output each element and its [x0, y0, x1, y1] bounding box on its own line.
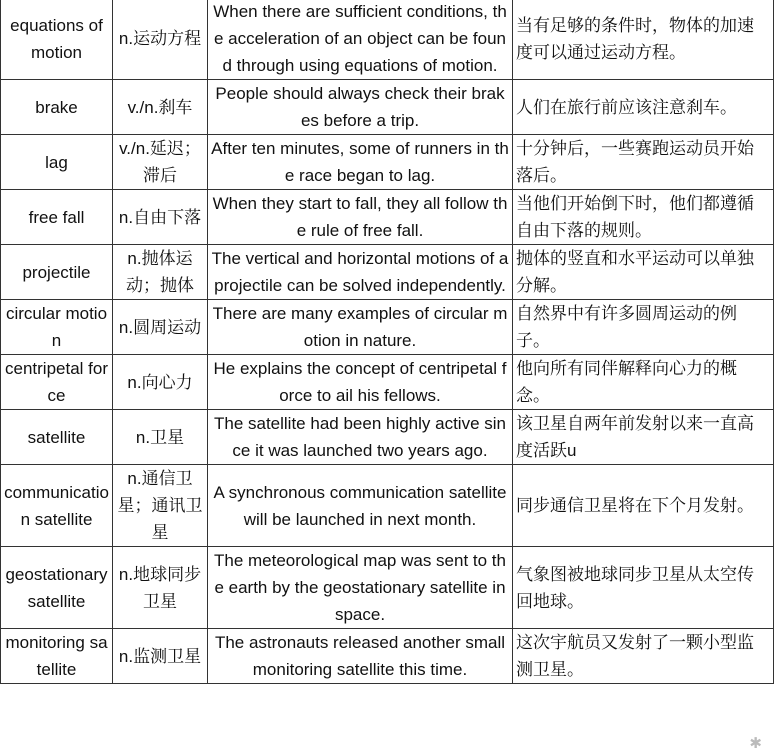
part-of-speech-cell: n.向心力 [113, 355, 208, 410]
term-cell: free fall [1, 190, 113, 245]
example-sentence-cell: He explains the concept of centripetal force to ail his fellows. [208, 355, 513, 410]
part-of-speech-cell: n.圆周运动 [113, 300, 208, 355]
example-sentence-cell: A synchronous communication satellite will be launched in next month. [208, 465, 513, 547]
translation-cell: 同步通信卫星将在下个月发射。 [513, 465, 774, 547]
example-sentence-cell: When there are sufficient conditions, the acceleration of an object can be found through using equations of motion. [208, 0, 513, 80]
term-cell: equations of motion [1, 0, 113, 80]
part-of-speech-cell: n.监测卫星 [113, 629, 208, 684]
table-row [1, 0, 774, 80]
term-cell: projectile [1, 245, 113, 300]
example-sentence-cell: The astronauts released another small monitoring satellite this time. [208, 629, 513, 684]
part-of-speech-cell: n.自由下落 [113, 190, 208, 245]
example-sentence-cell: The satellite had been highly active since it was launched two years ago. [208, 410, 513, 465]
translation-cell: 自然界中有许多圆周运动的例子。 [513, 300, 774, 355]
term-cell: centripetal force [1, 355, 113, 410]
vocabulary-rows [1, 0, 774, 684]
table-row [1, 135, 774, 190]
table-row [1, 629, 774, 684]
table-row [1, 355, 774, 410]
term-cell: brake [1, 80, 113, 135]
table-row [1, 245, 774, 300]
example-sentence-cell: When they start to fall, they all follow the rule of free fall. [208, 190, 513, 245]
table-row [1, 547, 774, 629]
part-of-speech-cell: v./n.刹车 [113, 80, 208, 135]
table-row [1, 300, 774, 355]
term-cell: lag [1, 135, 113, 190]
part-of-speech-cell: v./n.延迟；滞后 [113, 135, 208, 190]
table-row [1, 190, 774, 245]
table-row [1, 465, 774, 547]
translation-cell: 气象图被地球同步卫星从太空传回地球。 [513, 547, 774, 629]
part-of-speech-cell: n.地球同步卫星 [113, 547, 208, 629]
translation-cell: 该卫星自两年前发射以来一直高度活跃u [513, 410, 774, 465]
translation-cell: 当他们开始倒下时，他们都遵循自由下落的规则。 [513, 190, 774, 245]
example-sentence-cell: The meteorological map was sent to the earth by the geostationary satellite in space. [208, 547, 513, 629]
translation-cell: 十分钟后，一些赛跑运动员开始落后。 [513, 135, 774, 190]
translation-cell: 他向所有同伴解释向心力的概念。 [513, 355, 774, 410]
table-row [1, 80, 774, 135]
example-sentence-cell: People should always check their brakes before a trip. [208, 80, 513, 135]
translation-cell: 当有足够的条件时，物体的加速度可以通过运动方程。 [513, 0, 774, 80]
example-sentence-cell: The vertical and horizontal motions of a projectile can be solved independently. [208, 245, 513, 300]
translation-cell: 抛体的竖直和水平运动可以单独分解。 [513, 245, 774, 300]
part-of-speech-cell: n.通信卫星；通讯卫星 [113, 465, 208, 547]
translation-cell: 这次宇航员又发射了一颗小型监测卫星。 [513, 629, 774, 684]
part-of-speech-cell: n.抛体运动；抛体 [113, 245, 208, 300]
term-cell: circular motion [1, 300, 113, 355]
translation-cell: 人们在旅行前应该注意刹车。 [513, 80, 774, 135]
term-cell: communication satellite [1, 465, 113, 547]
term-cell: satellite [1, 410, 113, 465]
term-cell: geostationary satellite [1, 547, 113, 629]
part-of-speech-cell: n.运动方程 [113, 0, 208, 80]
example-sentence-cell: After ten minutes, some of runners in the race began to lag. [208, 135, 513, 190]
watermark: ✱ [749, 735, 762, 752]
example-sentence-cell: There are many examples of circular motion in nature. [208, 300, 513, 355]
term-cell: monitoring satellite [1, 629, 113, 684]
table-row [1, 410, 774, 465]
part-of-speech-cell: n.卫星 [113, 410, 208, 465]
